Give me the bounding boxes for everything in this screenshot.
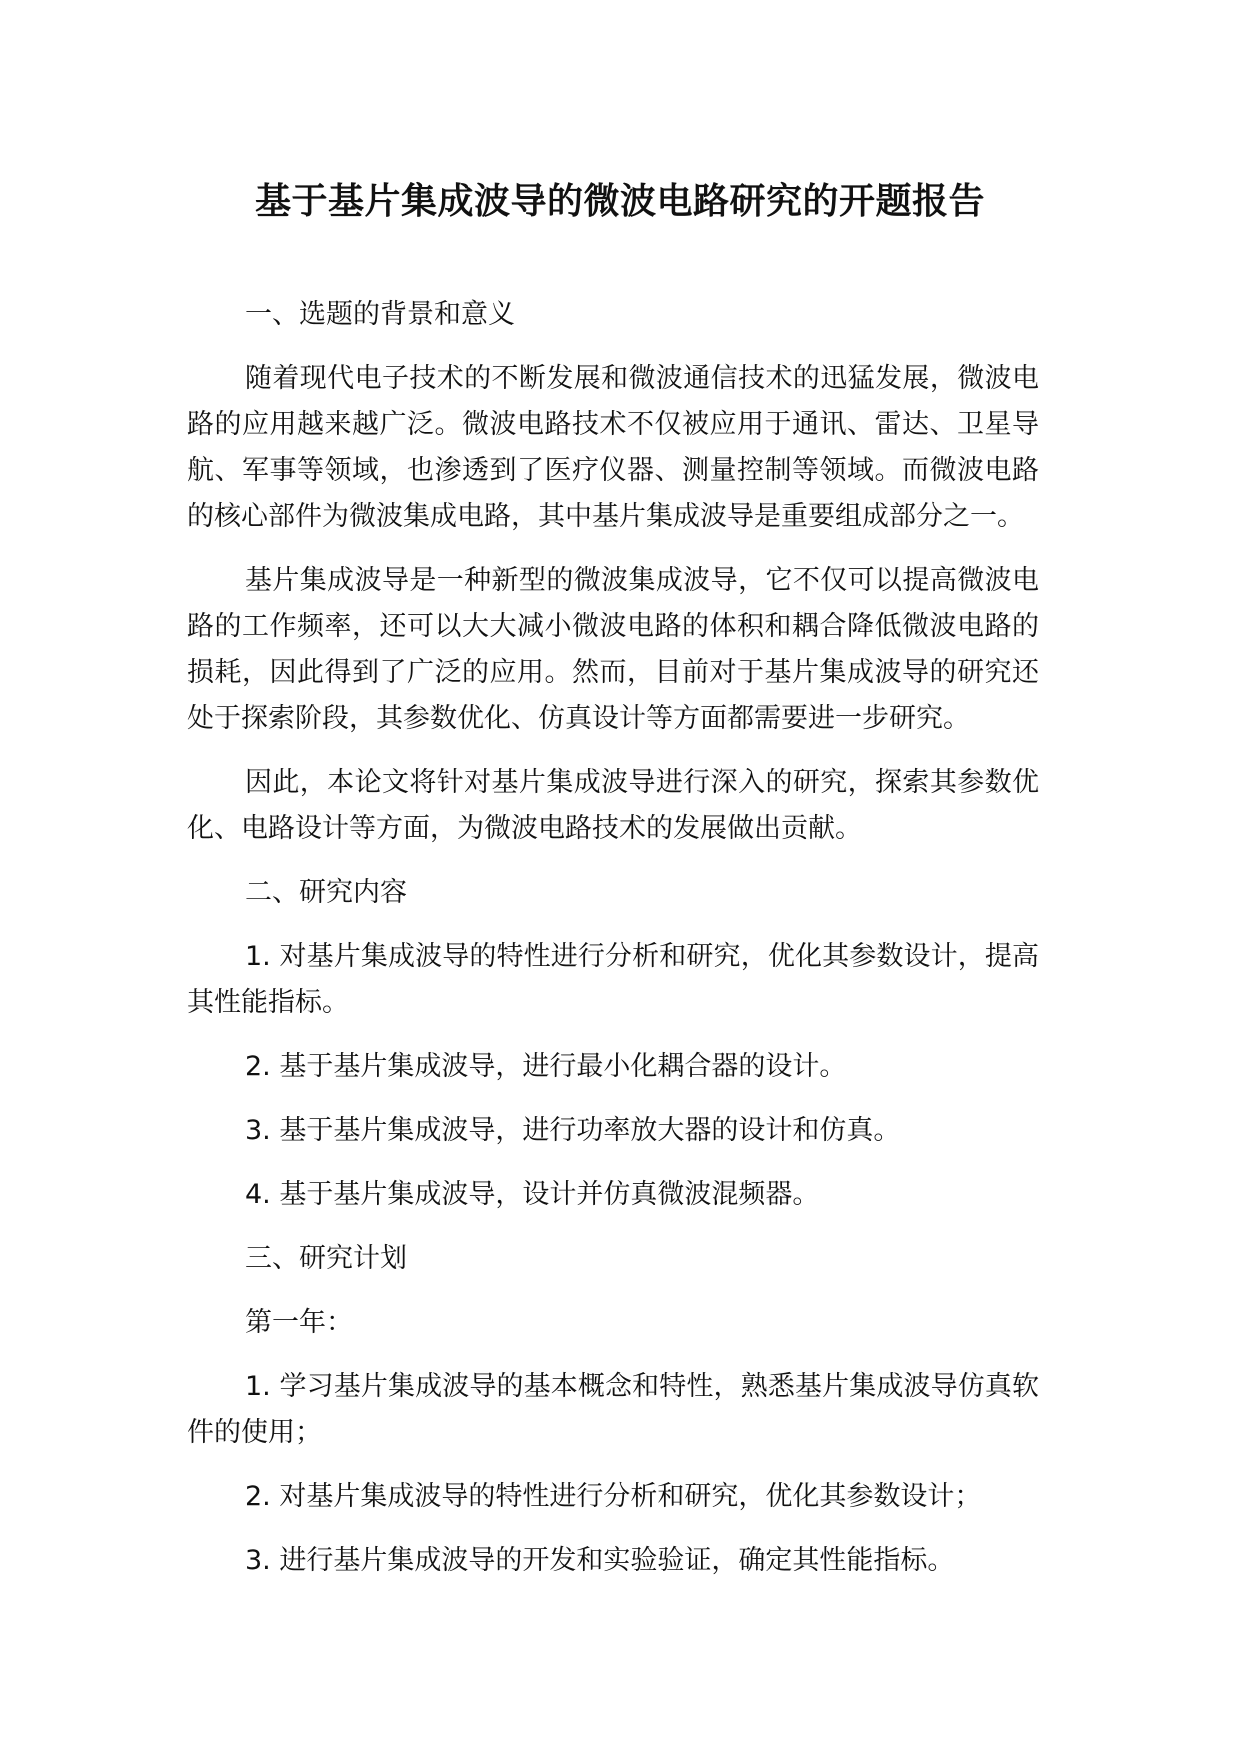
list-item: 2. 对基片集成波导的特性进行分析和研究，优化其参数设计； (245, 1481, 982, 1512)
plan-year-label: 第一年： (245, 1307, 353, 1338)
list-item: 1. 对基片集成波导的特性进行分析和研究，优化其参数设计，提高其性能指标。 (187, 941, 1039, 1018)
section-heading-background: 一、选题的背景和意义 (245, 299, 515, 330)
paragraph-background-3: 因此，本论文将针对基片集成波导进行深入的研究，探索其参数优化、电路设计等方面，为微波电路技术的发展做出贡献。 (187, 767, 1039, 844)
list-item: 3. 进行基片集成波导的开发和实验验证，确定其性能指标。 (245, 1545, 955, 1576)
paragraph-background-1: 随着现代电子技术的不断发展和微波通信技术的迅猛发展，微波电路的应用越来越广泛。微波电路技术不仅被应用于通讯、雷达、卫星导航、军事等领域，也渗透到了医疗仪器、测量控制等领域。而微波电路的核心部件为微波集成电路，其中基片集成波导是重要组成部分之一。 (187, 363, 1039, 532)
section-heading-content: 二、研究内容 (245, 877, 407, 908)
list-item: 4. 基于基片集成波导，设计并仿真微波混频器。 (245, 1179, 820, 1210)
document-title: 基于基片集成波导的微波电路研究的开题报告 (254, 181, 985, 222)
paragraph-background-2: 基片集成波导是一种新型的微波集成波导，它不仅可以提高微波电路的工作频率，还可以大大减小微波电路的体积和耦合降低微波电路的损耗，因此得到了广泛的应用。然而，目前对于基片集成波导的研究还处于探索阶段，其参数优化、仿真设计等方面都需要进一步研究。 (187, 565, 1039, 734)
document-body (187, 292, 1039, 1602)
list-item: 3. 基于基片集成波导，进行功率放大器的设计和仿真。 (245, 1115, 901, 1146)
list-item: 2. 基于基片集成波导，进行最小化耦合器的设计。 (245, 1051, 847, 1082)
section-heading-plan: 三、研究计划 (245, 1243, 407, 1274)
list-item: 1. 学习基片集成波导的基本概念和特性，熟悉基片集成波导仿真软件的使用； (187, 1371, 1039, 1448)
